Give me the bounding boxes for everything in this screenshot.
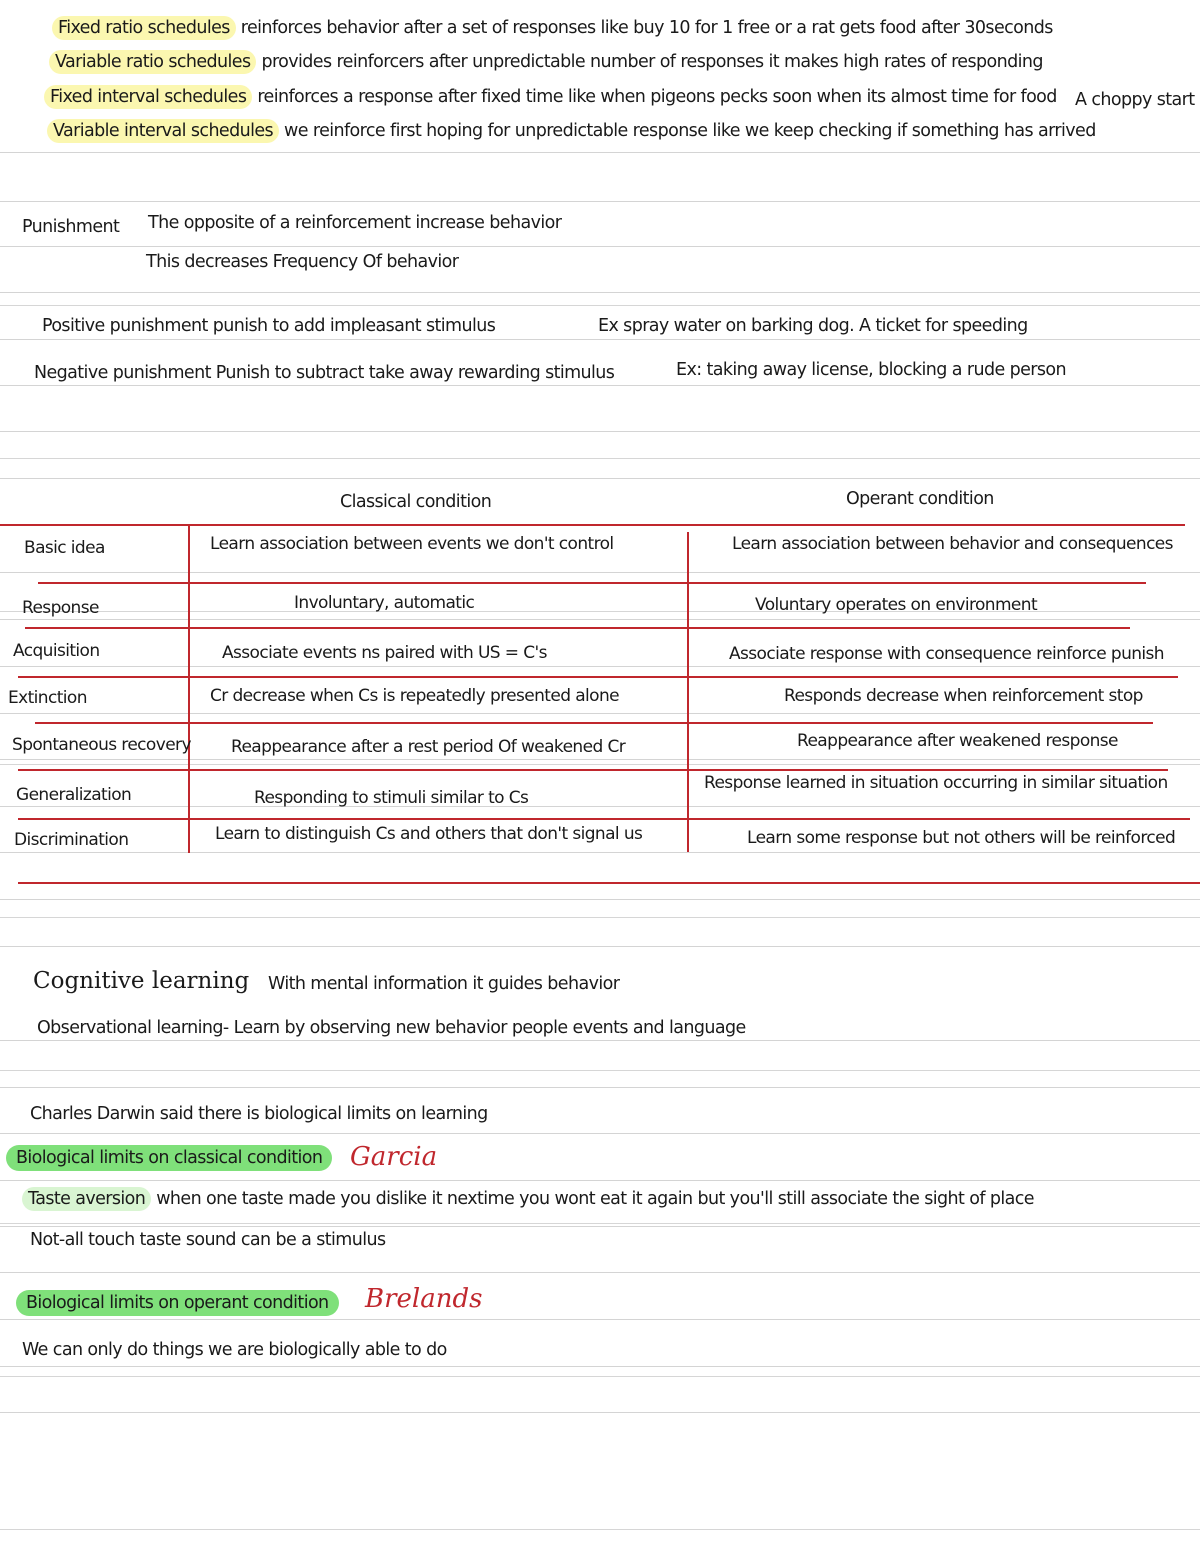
table-rule bbox=[18, 676, 1178, 678]
schedule-text: we reinforce first hoping for unpredictable response like we keep checking if something has arrived bbox=[284, 121, 1096, 141]
schedule-term: Variable ratio schedules bbox=[49, 50, 256, 74]
schedule-variable-ratio bbox=[55, 52, 1043, 72]
punishment-label: Punishment bbox=[22, 217, 120, 237]
negative-punishment-example: Ex: taking away license, blocking a rude person bbox=[676, 360, 1066, 380]
column-header-operant: Operant condition bbox=[846, 489, 994, 509]
row-label-spontaneous-recovery: Spontaneous recovery bbox=[12, 735, 191, 755]
cell-operant: Responds decrease when reinforcement stop bbox=[784, 686, 1143, 706]
darwin-note: Charles Darwin said there is biological limits on learning bbox=[30, 1104, 488, 1124]
schedule-fixed-interval bbox=[50, 87, 1057, 107]
cell-operant: Voluntary operates on environment bbox=[755, 595, 1038, 615]
not-all-stimulus: Not-all touch taste sound can be a stimulus bbox=[30, 1230, 386, 1250]
cell-classical: Involuntary, automatic bbox=[294, 593, 475, 613]
negative-punishment: Negative punishment Punish to subtract take away rewarding stimulus bbox=[34, 363, 615, 383]
cell-classical: Reappearance after a rest period Of weakened Cr bbox=[231, 737, 626, 757]
cell-operant: Reappearance after weakened response bbox=[797, 731, 1118, 751]
taste-aversion-term: Taste aversion bbox=[22, 1187, 151, 1211]
punishment-line-2: This decreases Frequency Of behavior bbox=[146, 252, 459, 272]
cell-operant: Associate response with consequence reinforce punish bbox=[729, 644, 1164, 664]
table-divider bbox=[188, 526, 190, 853]
brelands-name: Brelands bbox=[365, 1284, 483, 1314]
cell-classical: Associate events ns paired with US = C's bbox=[222, 643, 547, 663]
table-rule bbox=[18, 882, 1200, 884]
schedule-text: reinforces behavior after a set of responses like buy 10 for 1 free or a rat gets food after 30seconds bbox=[240, 18, 1053, 38]
schedule-aside: A choppy start bbox=[1075, 90, 1195, 110]
table-divider bbox=[687, 532, 689, 852]
punishment-line-1: The opposite of a reinforcement increase behavior bbox=[148, 213, 562, 233]
column-header-classical: Classical condition bbox=[340, 492, 492, 512]
cell-operant: Learn some response but not others will be reinforced bbox=[747, 828, 1176, 848]
schedule-fixed-ratio bbox=[58, 18, 1053, 38]
row-label-generalization: Generalization bbox=[16, 785, 132, 805]
cell-classical: Learn to distinguish Cs and others that don't signal us bbox=[215, 824, 643, 844]
cell-operant: Learn association between behavior and consequences bbox=[732, 534, 1173, 554]
cognitive-text: With mental information it guides behavior bbox=[268, 974, 620, 994]
table-rule bbox=[25, 627, 1130, 629]
cell-classical: Responding to stimuli similar to Cs bbox=[254, 788, 529, 808]
table-rule bbox=[18, 769, 1168, 771]
biological-classical-label: Biological limits on classical condition bbox=[16, 1148, 332, 1168]
table-rule bbox=[0, 524, 1185, 526]
row-label-extinction: Extinction bbox=[8, 688, 87, 708]
schedule-term: Fixed ratio schedules bbox=[52, 16, 236, 40]
table-rule bbox=[35, 722, 1153, 724]
taste-aversion-text: when one taste made you dislike it nextime you wont eat it again but you'll still associate the sight of place bbox=[156, 1189, 1034, 1209]
biological-operant-label: Biological limits on operant condition bbox=[26, 1293, 339, 1313]
cognitive-heading: Cognitive learning bbox=[33, 968, 250, 994]
schedule-text: reinforces a response after fixed time like when pigeons pecks soon when its almost time for food bbox=[257, 87, 1057, 107]
table-rule bbox=[38, 582, 1146, 584]
positive-punishment-example: Ex spray water on barking dog. A ticket for speeding bbox=[598, 316, 1028, 336]
schedule-term: Variable interval schedules bbox=[47, 119, 279, 143]
row-label-discrimination: Discrimination bbox=[14, 830, 129, 850]
row-label-basic-idea: Basic idea bbox=[24, 538, 105, 558]
taste-aversion-line bbox=[28, 1189, 1034, 1209]
schedule-term: Fixed interval schedules bbox=[44, 85, 252, 109]
cell-operant: Response learned in situation occurring in similar situation bbox=[704, 773, 1168, 793]
observational-learning: Observational learning- Learn by observing new behavior people events and language bbox=[37, 1018, 746, 1038]
row-label-response: Response bbox=[22, 598, 99, 618]
table-rule bbox=[18, 818, 1190, 820]
positive-punishment: Positive punishment punish to add impleasant stimulus bbox=[42, 316, 496, 336]
row-label-acquisition: Acquisition bbox=[13, 641, 100, 661]
schedule-variable-interval bbox=[53, 121, 1096, 141]
garcia-name: Garcia bbox=[350, 1142, 438, 1172]
cell-classical: Learn association between events we don't control bbox=[210, 534, 614, 554]
biologically-able-note: We can only do things we are biologically able to do bbox=[22, 1340, 447, 1360]
cell-classical: Cr decrease when Cs is repeatedly presented alone bbox=[210, 686, 619, 706]
schedule-text: provides reinforcers after unpredictable number of responses it makes high rates of responding bbox=[261, 52, 1043, 72]
